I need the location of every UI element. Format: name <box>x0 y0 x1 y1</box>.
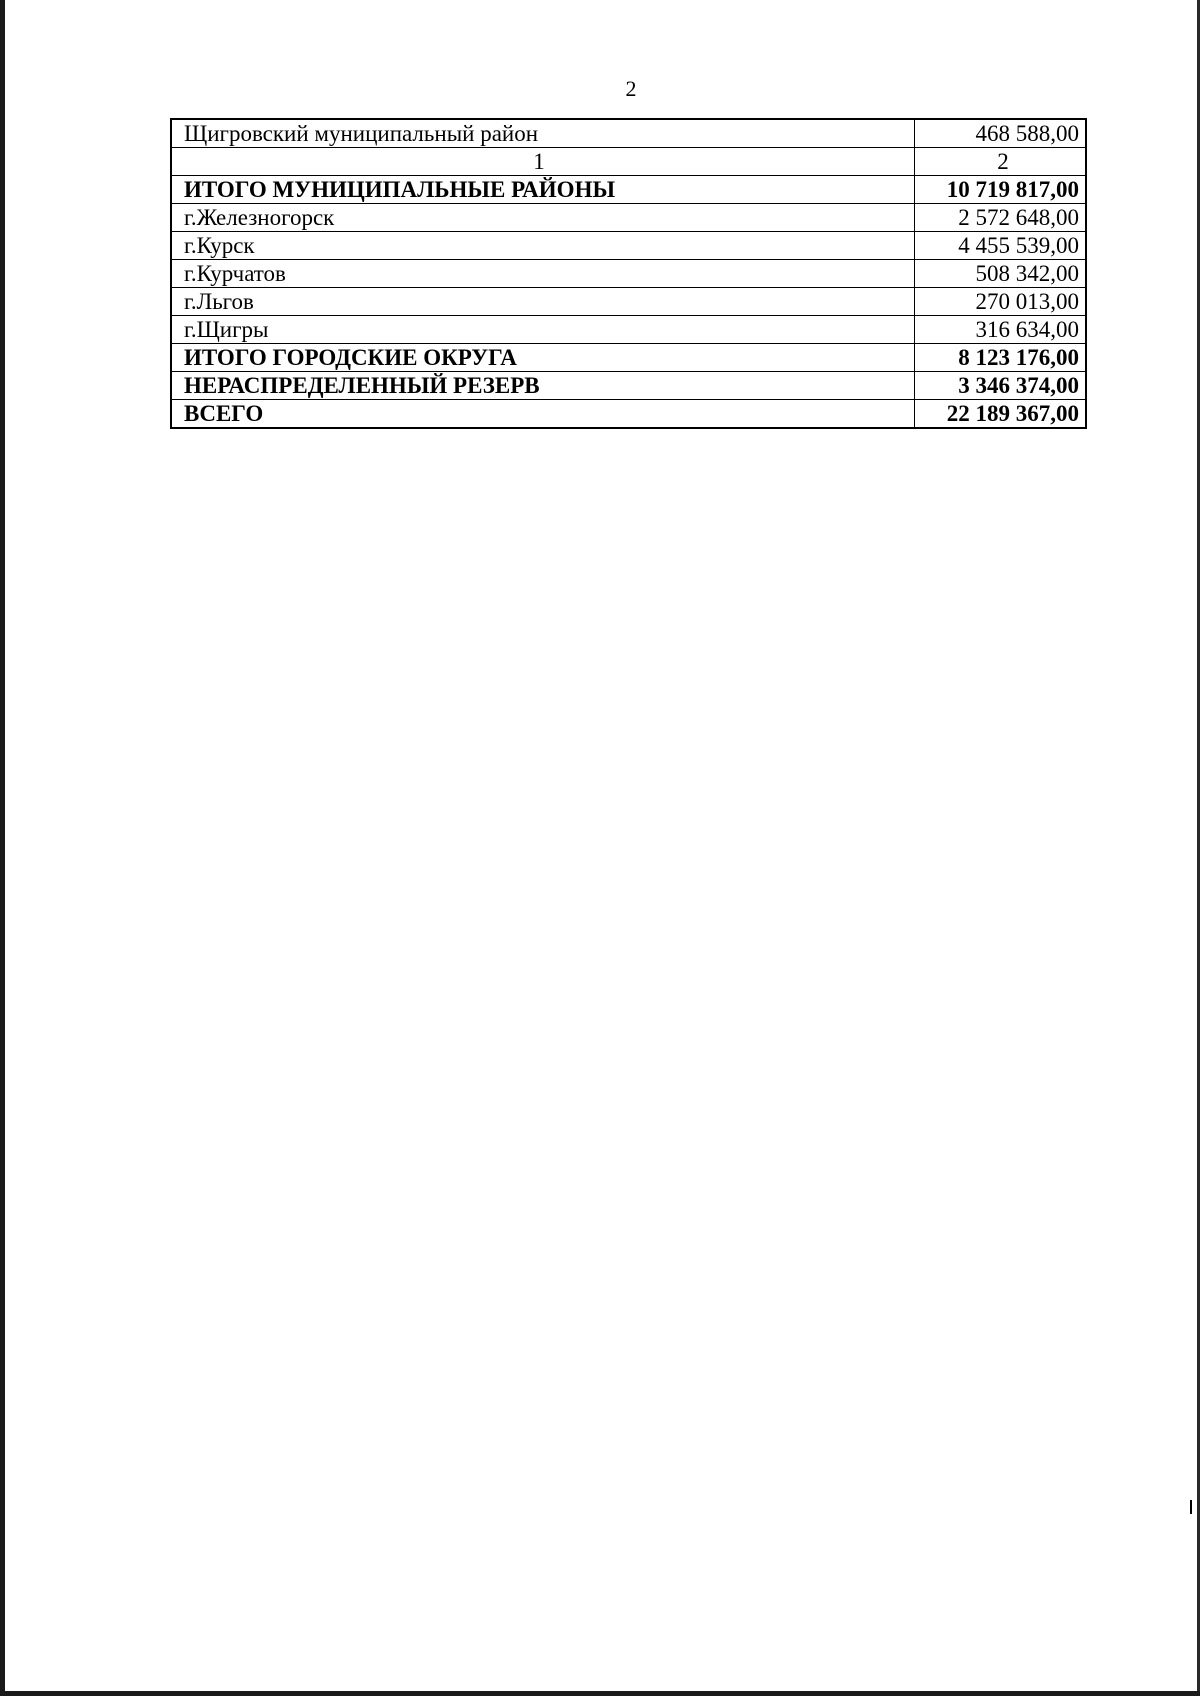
row-value: 3 346 374,00 <box>915 372 1087 400</box>
row-name: НЕРАСПРЕДЕЛЕННЫЙ РЕЗЕРВ <box>171 372 915 400</box>
allocation-table <box>170 118 1087 429</box>
row-name: ИТОГО ГОРОДСКИЕ ОКРУГА <box>171 344 915 372</box>
row-value: 8 123 176,00 <box>915 344 1087 372</box>
table-row <box>171 260 1086 288</box>
row-value: 10 719 817,00 <box>915 176 1087 204</box>
scan-edge-left <box>0 0 5 1696</box>
scan-edge-bottom <box>0 1691 1200 1696</box>
row-value: 270 013,00 <box>915 288 1087 316</box>
column-number-1: 1 <box>171 148 915 176</box>
row-name: Щигровский муниципальный район <box>171 119 915 148</box>
row-value: 316 634,00 <box>915 316 1087 344</box>
row-name: ВСЕГО <box>171 400 915 429</box>
row-name: г.Железногорск <box>171 204 915 232</box>
row-value: 2 572 648,00 <box>915 204 1087 232</box>
row-value: 468 588,00 <box>915 119 1087 148</box>
row-value: 4 455 539,00 <box>915 232 1087 260</box>
row-name: г.Льгов <box>171 288 915 316</box>
row-name: г.Щигры <box>171 316 915 344</box>
table-row <box>171 316 1086 344</box>
table-row <box>171 288 1086 316</box>
table-row-total <box>171 372 1086 400</box>
column-number-2: 2 <box>915 148 1087 176</box>
row-name: г.Курск <box>171 232 915 260</box>
table-row-grand-total <box>171 400 1086 429</box>
row-value: 22 189 367,00 <box>915 400 1087 429</box>
scan-mark <box>1178 1500 1192 1514</box>
row-value: 508 342,00 <box>915 260 1087 288</box>
row-name: г.Курчатов <box>171 260 915 288</box>
table-row-column-numbers <box>171 148 1086 176</box>
table-row <box>171 204 1086 232</box>
table-row <box>171 232 1086 260</box>
row-name: ИТОГО МУНИЦИПАЛЬНЫЕ РАЙОНЫ <box>171 176 915 204</box>
table-row-total <box>171 344 1086 372</box>
page-number: 2 <box>625 76 637 101</box>
table-row-total <box>171 176 1086 204</box>
table-row <box>171 119 1086 148</box>
